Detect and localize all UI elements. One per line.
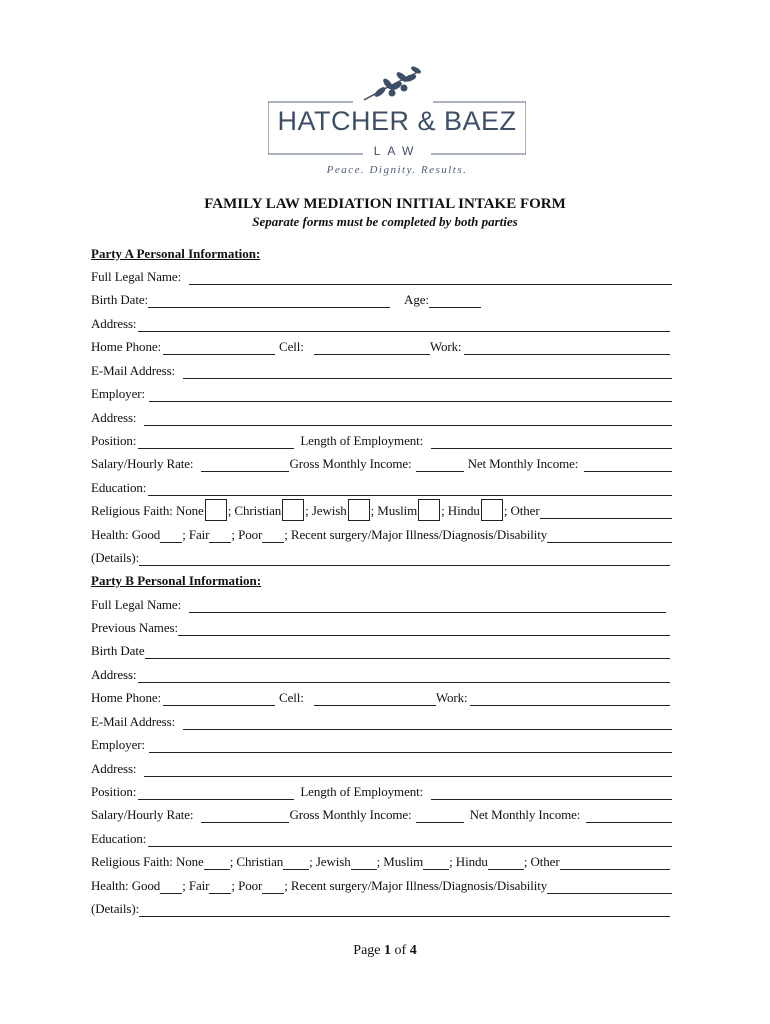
religion-none-field[interactable]	[204, 856, 230, 870]
label: Position:	[91, 784, 137, 799]
firm-logo	[268, 66, 526, 184]
label: Work:	[429, 339, 462, 354]
party-b-heading: Party B Personal Information:	[91, 573, 262, 588]
party-a-phone-row	[91, 337, 674, 355]
label: Position:	[91, 433, 137, 448]
length-employment-field[interactable]	[431, 786, 672, 800]
party-b-details-row	[91, 899, 674, 917]
label: Health: Good	[91, 878, 161, 893]
religion-jewish-field[interactable]	[351, 856, 377, 870]
label: Address:	[91, 410, 137, 425]
health-good-field[interactable]	[160, 529, 182, 543]
label: ; Muslim	[370, 503, 418, 518]
party-a-health-row	[91, 525, 674, 543]
page-current: 1	[384, 943, 392, 958]
label: Employer:	[91, 386, 145, 401]
label: Address:	[91, 667, 137, 682]
full-name-field[interactable]	[189, 599, 666, 613]
firm-tagline: Peace. Dignity. Results.	[326, 164, 468, 176]
religion-hindu-checkbox[interactable]	[481, 499, 503, 521]
party-b-birth-row	[91, 641, 674, 659]
label: Net Monthly Income:	[467, 456, 579, 471]
label: Birth Date:	[91, 292, 149, 307]
work-field[interactable]	[464, 341, 671, 355]
label: Religious Faith: None	[91, 854, 204, 869]
previous-names-field[interactable]	[178, 622, 670, 636]
religion-muslim-checkbox[interactable]	[418, 499, 440, 521]
party-a-email-row	[91, 361, 674, 379]
religion-christian-checkbox[interactable]	[282, 499, 304, 521]
label: Gross Monthly Income:	[289, 456, 412, 471]
label: Previous Names:	[91, 620, 178, 635]
religion-muslim-field[interactable]	[423, 856, 449, 870]
label: Religious Faith: None	[91, 503, 204, 518]
details-field[interactable]	[139, 552, 670, 566]
party-b-phone-row	[91, 688, 674, 706]
party-b-employer-row	[91, 735, 674, 753]
health-recent-field[interactable]	[547, 529, 672, 543]
employer-address-field[interactable]	[144, 763, 672, 777]
gross-field[interactable]	[416, 809, 464, 823]
address-field[interactable]	[138, 669, 670, 683]
party-a-full-name-row	[91, 267, 674, 285]
party-b-education-row	[91, 829, 674, 847]
party-b-religion-row	[91, 852, 674, 870]
label: Length of Employment:	[300, 784, 424, 799]
party-a-details-row	[91, 548, 674, 566]
firm-law-word: LAW	[373, 144, 421, 158]
education-field[interactable]	[148, 482, 672, 496]
details-field[interactable]	[139, 903, 670, 917]
employer-field[interactable]	[149, 388, 672, 402]
salary-field[interactable]	[201, 458, 289, 472]
label: Full Legal Name:	[91, 597, 182, 612]
net-field[interactable]	[584, 458, 672, 472]
party-b-health-row	[91, 876, 674, 894]
label: Employer:	[91, 737, 145, 752]
party-a-birth-row	[91, 290, 674, 308]
health-fair-field[interactable]	[209, 529, 231, 543]
party-a-heading: Party A Personal Information:	[91, 246, 261, 261]
firm-name: HATCHER & BAEZ	[277, 106, 517, 136]
position-field[interactable]	[138, 786, 294, 800]
label: ; Recent surgery/Major Illness/Diagnosis/Disability	[284, 878, 548, 893]
gross-field[interactable]	[416, 458, 464, 472]
party-b-email-row	[91, 712, 674, 730]
birth-date-field[interactable]	[145, 645, 670, 659]
label: Age:	[404, 292, 429, 307]
party-b-address-row	[91, 665, 674, 683]
label: ; Christian	[229, 854, 284, 869]
label: ; Other	[503, 503, 540, 518]
religion-jewish-checkbox[interactable]	[348, 499, 370, 521]
label: ; Fair	[182, 527, 210, 542]
form-subtitle: Separate forms must be completed by both parties	[252, 214, 518, 229]
label: Cell:	[279, 339, 304, 354]
label: ; Poor	[231, 527, 263, 542]
label: Home Phone:	[91, 339, 162, 354]
page-total: 4	[409, 943, 417, 958]
religion-other-field[interactable]	[540, 505, 672, 519]
position-field[interactable]	[138, 435, 294, 449]
cell-field[interactable]	[314, 692, 436, 706]
label: Full Legal Name:	[91, 269, 182, 284]
form-title: FAMILY LAW MEDIATION INITIAL INTAKE FORM	[204, 196, 566, 212]
salary-field[interactable]	[201, 809, 289, 823]
party-a-employer-address-row	[91, 408, 674, 426]
health-recent-field[interactable]	[547, 880, 672, 894]
label: Length of Employment:	[300, 433, 424, 448]
label: Education:	[91, 480, 147, 495]
label: Home Phone:	[91, 690, 162, 705]
party-b-employer-address-row	[91, 759, 674, 777]
religion-other-field[interactable]	[560, 856, 670, 870]
label: Education:	[91, 831, 147, 846]
label: ; Fair	[182, 878, 210, 893]
health-poor-field[interactable]	[262, 529, 284, 543]
length-employment-field[interactable]	[431, 435, 672, 449]
label: Gross Monthly Income:	[289, 807, 412, 822]
label: ; Hindu	[449, 854, 488, 869]
health-poor-field[interactable]	[262, 880, 284, 894]
party-b-income-row	[91, 805, 674, 823]
label: Address:	[91, 316, 137, 331]
party-a-income-row	[91, 454, 674, 472]
label: Net Monthly Income:	[469, 807, 581, 822]
home-phone-field[interactable]	[163, 692, 275, 706]
label: ; Other	[523, 854, 560, 869]
health-fair-field[interactable]	[209, 880, 231, 894]
page-of: of	[394, 943, 407, 958]
label: E-Mail Address:	[91, 714, 176, 729]
party-b-full-name-row	[91, 595, 674, 613]
label: ; Muslim	[376, 854, 424, 869]
label: Work:	[435, 690, 468, 705]
party-a-position-row	[91, 431, 674, 449]
religion-christian-field[interactable]	[283, 856, 309, 870]
cell-field[interactable]	[314, 341, 430, 355]
email-field[interactable]	[183, 716, 672, 730]
party-a-education-row	[91, 478, 674, 496]
education-field[interactable]	[148, 833, 672, 847]
label: Salary/Hourly Rate:	[91, 456, 194, 471]
religion-hindu-field[interactable]	[488, 856, 524, 870]
full-name-field[interactable]	[189, 271, 672, 285]
label: ; Poor	[231, 878, 263, 893]
party-a-employer-row	[91, 384, 674, 402]
label: ; Hindu	[441, 503, 480, 518]
page-number	[0, 943, 770, 959]
party-a-address-row	[91, 314, 674, 332]
employer-address-field[interactable]	[144, 412, 672, 426]
email-field[interactable]	[183, 365, 672, 379]
work-field[interactable]	[470, 692, 671, 706]
home-phone-field[interactable]	[163, 341, 275, 355]
health-good-field[interactable]	[160, 880, 182, 894]
label: ; Recent surgery/Major Illness/Diagnosis/Disability	[284, 527, 548, 542]
address-field[interactable]	[138, 318, 670, 332]
page-label: Page	[353, 943, 381, 958]
label: ; Christian	[227, 503, 282, 518]
label: ; Jewish	[305, 503, 347, 518]
label: Health: Good	[91, 527, 161, 542]
religion-none-checkbox[interactable]	[205, 499, 227, 521]
birth-date-field[interactable]	[148, 294, 390, 308]
label: (Details):	[91, 550, 140, 565]
label: Salary/Hourly Rate:	[91, 807, 194, 822]
label: Cell:	[279, 690, 304, 705]
label: (Details):	[91, 901, 140, 916]
party-b-previous-names-row	[91, 618, 674, 636]
label: E-Mail Address:	[91, 363, 176, 378]
party-b-position-row	[91, 782, 674, 800]
label: Address:	[91, 761, 137, 776]
employer-field[interactable]	[149, 739, 672, 753]
label: ; Jewish	[309, 854, 351, 869]
age-field[interactable]	[429, 294, 481, 308]
net-field[interactable]	[586, 809, 672, 823]
party-a-religion-row	[91, 501, 674, 519]
label: Birth Date	[91, 643, 145, 658]
